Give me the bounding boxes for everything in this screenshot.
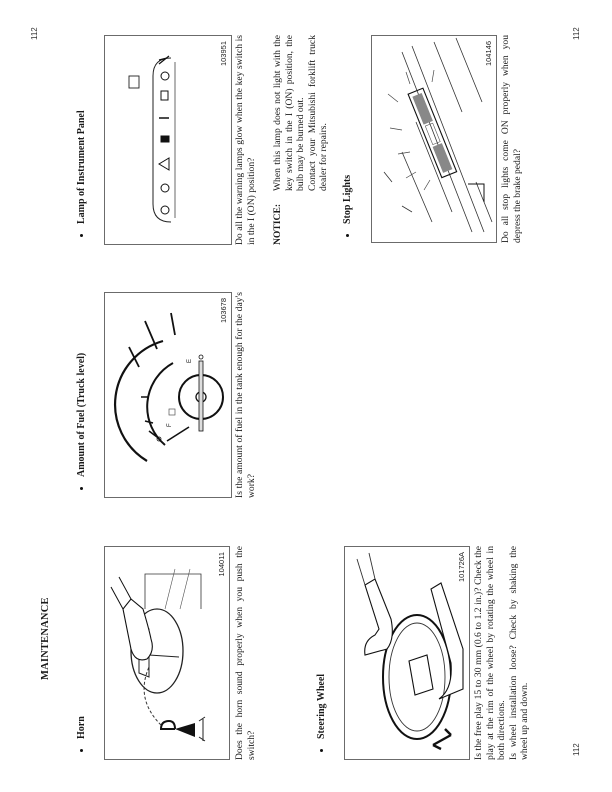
figure-steering-wheel — [344, 546, 470, 760]
figure-fuel — [104, 292, 232, 498]
page-number-top-right: 112 — [30, 27, 39, 40]
notice-instrument-lamp — [272, 35, 330, 245]
horn-steering-wheel-icon — [105, 547, 229, 759]
heading-stop-lights — [342, 175, 353, 237]
heading-steering-wheel-label: Steering Wheel — [316, 673, 327, 739]
section-title: MAINTENANCE — [40, 597, 51, 680]
bullet-icon — [80, 749, 83, 752]
steering-wheel-hands-icon — [345, 547, 469, 759]
text-steering-wheel-para-2: Is wheel installation loose? Check by shaking the wheel up and down. — [507, 546, 531, 760]
figure-id-instrument-lamp: 103951 — [219, 41, 228, 67]
text-horn: Does the horn sound properly when you push the switch? — [234, 546, 257, 760]
heading-instrument-lamp-label: Lamp of Instrument Panel — [76, 110, 87, 224]
notice-text-1: When this lamp does not light with the key switch in the I (ON) position, the bulb may be burned out. — [272, 35, 307, 191]
text-fuel: Is the amount of fuel in the tank enough for the day's work? — [234, 292, 257, 498]
figure-id-horn: 104011 — [217, 552, 226, 577]
gauge-empty-label: E — [187, 358, 193, 363]
heading-steering-wheel — [316, 674, 327, 752]
stop-lights-icon — [372, 36, 496, 242]
notice-first-line — [272, 35, 307, 245]
figure-id-stop-lights: 104146 — [484, 41, 493, 67]
bullet-icon — [80, 487, 83, 490]
heading-horn — [76, 716, 87, 752]
figure-id-fuel: 103678 — [219, 298, 228, 324]
heading-instrument-lamp — [76, 110, 87, 237]
heading-fuel-label: Amount of Fuel (Truck level) — [76, 352, 87, 477]
heading-fuel — [76, 353, 87, 490]
figure-id-steering-wheel: 101726A — [457, 552, 466, 583]
heading-horn-label: Horn — [76, 716, 87, 739]
text-stop-lights: Do all stop lights come ON properly when you depress the brake pedal? — [500, 35, 523, 243]
page-number-bottom-right: 112 — [572, 27, 581, 40]
figure-instrument-lamp — [104, 35, 232, 245]
text-steering-wheel-para-1: Is the free play 15 to 30 mm (0.6 to 1.2 in.)? Check the play at the rim of the wheel by rotating the wheel in both directions. — [473, 546, 508, 760]
text-instrument-lamp: Do all the warning lamps glow when the key switch is in the I (ON) position? — [234, 35, 257, 245]
bullet-icon — [346, 234, 349, 237]
gauge-full-label: F — [167, 423, 173, 427]
fuel-gauge-icon — [105, 293, 231, 497]
instrument-panel-lamps-icon — [105, 36, 231, 244]
figure-stop-lights — [371, 35, 497, 243]
heading-stop-lights-label: Stop Lights — [342, 174, 353, 224]
text-steering-wheel — [473, 546, 531, 760]
page-number-bottom-left: 112 — [572, 743, 581, 756]
notice-text-2: Contact your Mitsubishi forklift truck dealer for repairs. — [306, 35, 330, 191]
bullet-icon — [320, 749, 323, 752]
notice-label: NOTICE: — [272, 203, 283, 245]
bullet-icon — [80, 234, 83, 237]
figure-horn — [104, 546, 230, 760]
